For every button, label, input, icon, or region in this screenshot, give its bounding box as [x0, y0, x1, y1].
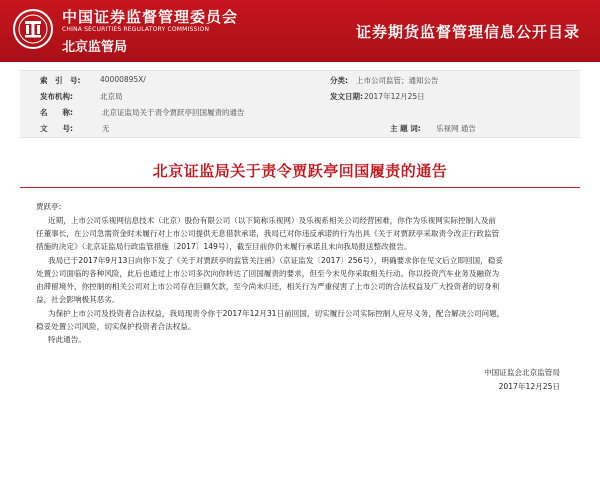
body-line: 由滞留境外，你控制的相关公司对上市公司存在巨额欠款，至今尚未归还，相关行为严重侵害了上市公司的合法权益及广大投资者的切身利: [36, 282, 500, 291]
keywords-label: 主 题 词:: [390, 124, 421, 133]
signature-org: 中国证监会北京监管局: [484, 368, 560, 377]
meta-row-name: [20, 104, 580, 118]
index-label: 索 引 号:: [40, 76, 81, 85]
document-title: 北京证监局关于责令贾跃亭回国履责的通告: [152, 162, 448, 180]
body-line: 近期，上市公司乐视网信息技术（北京）股份有限公司（以下简称乐视网）及乐视系相关公司经营困难，你作为乐视网实际控制人及前: [48, 216, 497, 225]
number-label: 文 号:: [40, 124, 73, 133]
body-line: 措施的决定》（北京证监局行政监管措施〔2017〕149号），截至目前你仍未履行承诺且未向我局报送整改报告。: [36, 242, 412, 251]
org-bureau-name: 北京监管局: [62, 40, 128, 55]
salutation: 贾跃亭:: [36, 202, 62, 211]
name-label: 名 称:: [40, 108, 73, 117]
name-value: 北京证监局关于责令贾跃亭回国履责的通告: [102, 108, 245, 117]
document-metadata: [20, 70, 580, 138]
issuer-value: 北京局: [100, 92, 123, 101]
date-label: 发文日期:: [330, 92, 363, 101]
signature-date: 2017年12月25日: [498, 382, 560, 391]
body-line: 为保护上市公司及投资者合法权益，我局现责令你于2017年12月31日前回国，切实履行公司实际控制人应尽义务，配合解决公司问题，: [48, 309, 505, 318]
body-line: 稳妥处置公司风险，切实保护投资者合法权益。: [36, 322, 196, 331]
body-line: 处置公司面临的各种风险，此后也通过上市公司多次向你转达了回国履责的要求，但至今未见你采取相关行动。你以投资汽车业务及融资为: [36, 269, 500, 278]
date-value: 2017年12月25日: [364, 92, 425, 101]
body-line: 益，社会影响极其恶劣。: [36, 295, 120, 304]
meta-row-number: [20, 120, 580, 134]
body-line: 特此通告。: [48, 335, 86, 344]
keywords-value: 乐视网 通告: [436, 124, 476, 133]
category-label: 分类:: [330, 76, 348, 85]
site-title[interactable]: 证券期货监督管理信息公开目录: [355, 23, 580, 41]
org-name-en: CHINA SECURITIES REGULATORY COMMISSION: [62, 26, 210, 33]
body-line: 任董事长，在公司急需资金时未履行对上市公司提供无息借款承诺，我局已对你违反承诺的行为出具《关于对贾跃亭采取责令改正行政监管: [36, 229, 500, 238]
header-banner: [0, 0, 600, 62]
issuer-label: 发布机构:: [40, 92, 73, 101]
meta-row-issuer: [20, 88, 580, 102]
number-value: 无: [102, 124, 110, 133]
csrc-emblem-icon: [12, 8, 54, 50]
org-name-cn: 中国证券监督管理委员会: [62, 8, 239, 26]
body-line: 我局已于2017年9月13日向你下发了《关于对贾跃亭的监管关注函》（京证监发〔2017〕256号），明确要求你在见文后立即回国，稳妥: [48, 256, 503, 265]
index-value: 40000895X/: [100, 75, 146, 84]
title-divider: [20, 187, 580, 188]
meta-row-index: [20, 72, 580, 86]
category-value: 上市公司监管；通知公告: [356, 76, 439, 85]
